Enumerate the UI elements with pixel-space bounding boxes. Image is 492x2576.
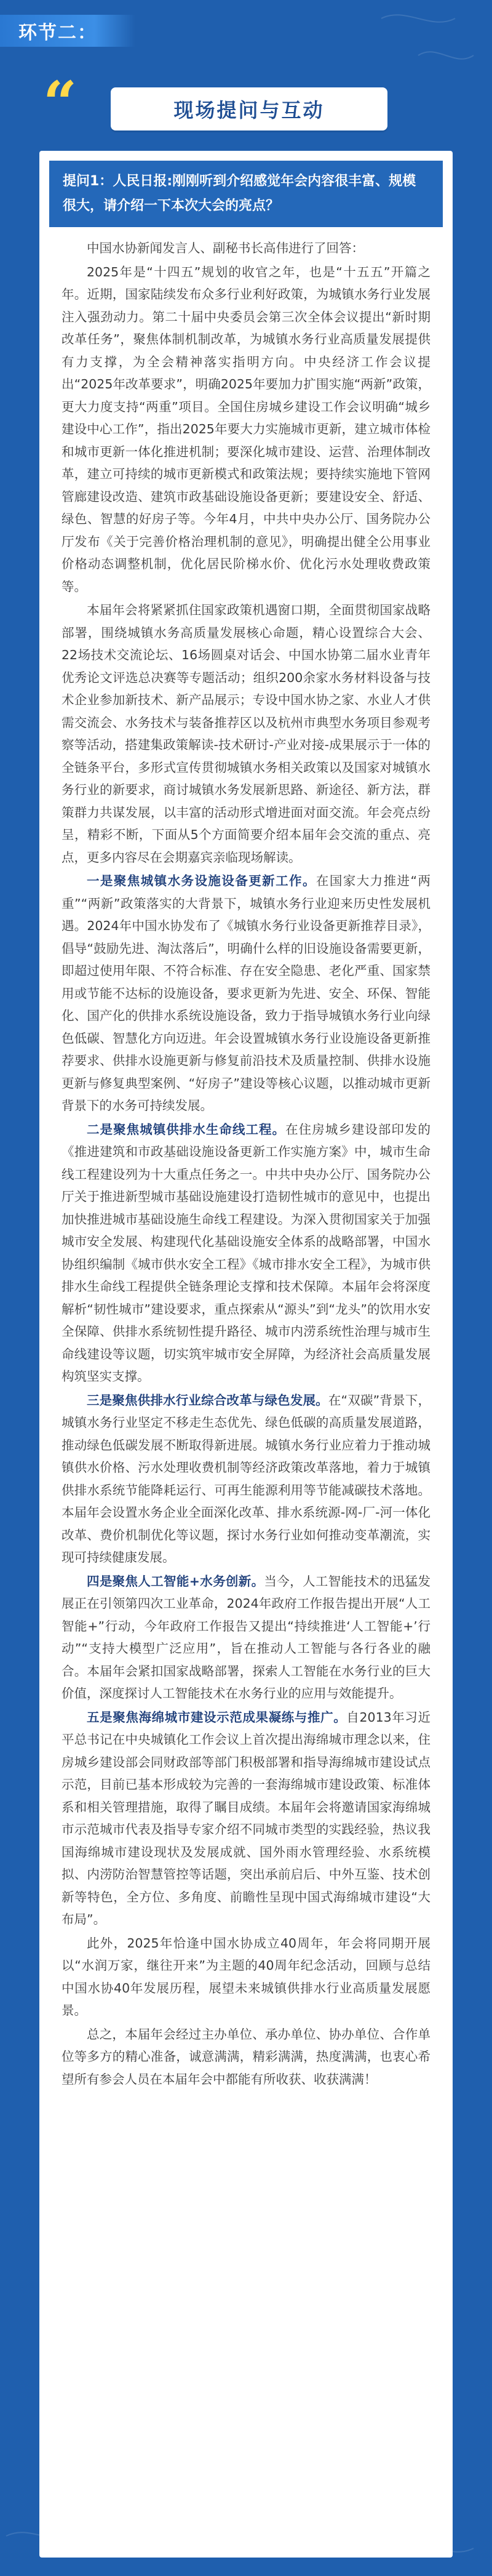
page-title: 现场提问与互动: [173, 98, 325, 122]
answer-paragraph: 2025年是“十四五”规划的收官之年，也是“十五五”开篇之年。近期，国家陆续发布众多行业利好政策，为城镇水务行业发展注入强劲动力。第二十届中央委员会第三次全体会议提出“新时期改革任务”，聚焦体制机制改革，为城镇水务行业高质量发展提供有力支撑，为全会精神落实指明方向。中央经济工作会议提出“2025年改革要求”，明确2025年要加力扩围实施“两新”政策，更大力度支持“两重”项目。全国住房城乡建设工作会议明确“城乡建设中心工作”，指出2025年要大力实施城市更新，建立城市体检和城市更新一体化推进机制；要深化城市建设、运营、治理体制改革，建立可持续的城市更新模式和政策法规；要持续实施地下管网管廊建设改造、建筑市政基础设施设备更新；要建设安全、舒适、绿色、智慧的好房子等。今年4月，中共中央办公厅、国务院办公厅发布《关于完善价格治理机制的意见》，明确提出健全公用事业价格动态调整机制，优化居民阶梯水价、优化污水处理收费政策等。: [62, 264, 430, 594]
answer-intro: 中国水协新闻发言人、副秘书长高伟进行了回答：: [87, 241, 364, 255]
highlight-heading: 一是聚焦城镇水务设施设备更新工作。: [87, 873, 316, 888]
answer-body: [39, 227, 453, 2090]
left-quote-icon: “: [43, 68, 77, 138]
answer-paragraph: [62, 1706, 430, 1931]
highlight-heading: 二是聚焦城镇供排水生命线工程。: [87, 1121, 286, 1137]
answer-paragraph: [62, 870, 430, 1117]
title-block: [43, 68, 467, 138]
question-bar: [49, 161, 443, 227]
answer-text: 在国家大力推进“两重”“两新”政策落实的大背景下，城镇水务行业迎来历史性发展机遇。2024年中国水协发布了《城镇水务行业设备更新推荐目录》，倡导“鼓励先进、淘汰落后”，明确什么样的旧设施设备需要更新，即超过使用年限、不符合标准、存在安全隐患、老化严重、国家禁用或节能不达标的设施设备，要求更新为先进、安全、环保、智能化、国产化的供排水系统设施设备，致力于指导城镇水务行业向绿色低碳、智慧化方向迈进。年会设置城镇水务行业设施设备更新推荐要求、供排水设施更新与修复前沿技术及质量控制、供排水设施更新与修复典型案例、“好房子”建设等核心议题，以推动城市更新背景下的水务可持续发展。: [62, 873, 431, 1113]
title-box: [111, 87, 387, 130]
answer-text: 在住房城乡建设部印发的《推进建筑和市政基础设施设备更新工作实施方案》中，城市生命线工程建设列为十大重点任务之一。中共中央办公厅、国务院办公厅关于推进新型城市基础设施建设打造韧性城市的意见中，也提出加快推进城市基础设施生命线工程建设。为深入贯彻国家关于加强城市安全发展、构建现代化基础设施安全体系的战略部署，中国水协组织编制《城市供水安全工程》《城市排水安全工程》，为城市供排水生命线工程提供全链条理论支撑和技术保障。本届年会将深度解析“韧性城市”建设要求，重点探索从“源头”到“龙头”的饮用水安全保障、供排水系统韧性提升路径、城市内涝系统性治理与城市生命线建设等议题，切实筑牢城市安全屏障，为经济社会高质量发展构筑坚实支撑。: [62, 1121, 431, 1384]
answer-paragraph: [62, 1570, 430, 1705]
answer-paragraph: 本届年会将紧紧抓住国家政策机遇窗口期，全面贯彻国家战略部署，围绕城镇水务高质量发展核心命题，精心设置综合大会、22场技术交流论坛、16场圆桌对话会、中国水协第二届水业青年优秀论文评选总决赛等专题活动；组织200余家水务材料设备与技术企业参加新技术、新产品展示；专设中国水协之家、水业人才供需交流会、水务技术与装备推荐区以及杭州市典型水务项目参观考察等活动，搭建集政策解读-技术研讨-产业对接-成果展示于一体的全链条平台，多形式宣传贯彻城镇水务相关政策以及国家对城镇水务行业的新要求，商讨城镇水务发展新思路、新途径、新方法，群策群力共谋发展，以丰富的活动形式增进面对面交流。年会亮点纷呈，精彩不断，下面从5个方面简要介绍本届年会交流的重点、亮点，更多内容尽在会期嘉宾亲临现场解读。: [62, 603, 430, 865]
highlight-heading: 五是聚焦海绵城市建设示范成果凝练与推广。: [87, 1709, 347, 1725]
answer-paragraph: [62, 1389, 430, 1569]
answer-text: 在“双碳”背景下，城镇水务行业坚定不移走生态优先、绿色低碳的高质量发展道路，推动绿色低碳发展不断取得新进展。城镇水务行业应着力于推动城镇供水价格、污水处理收费机制等经济政策改革落地，着力于城镇供排水系统节能降耗运行、可再生能源利用等节能减碳技术落地。本届年会设置水务企业全面深化改革、排水系统源-网-厂-河一体化改革、费价机制优化等议题，探讨水务行业如何推动变革潮流，实现可持续健康发展。: [62, 1392, 430, 1565]
highlight-heading: 三是聚焦供排水行业综合改革与绿色发展。: [87, 1392, 328, 1408]
content-card: [39, 151, 453, 2558]
section-tag: [0, 15, 135, 47]
answer-text: 当今，人工智能技术的迅猛发展正在引领第四次工业革命，2024年政府工作报告提出开展“人工智能+”行动，今年政府工作报告又提出“持续推进‘人工智能+’行动”“支持大模型广泛应用”，旨在推动人工智能与各行各业的融合。本届年会紧扣国家战略部署，探索人工智能在水务行业的巨大价值，深度探讨人工智能技术在水务行业的应用与效能提升。: [62, 1573, 430, 1701]
section-tag-label: 环节二：: [18, 22, 97, 44]
answer-paragraph: [62, 1118, 430, 1388]
question-label: 提问1：: [63, 174, 113, 189]
highlight-heading: 四是聚焦人工智能+水务创新。: [87, 1573, 264, 1589]
question-text: 人民日报:刚刚听到介绍感觉年会内容很丰富、规模很大，请介绍一下本次大会的亮点？: [63, 174, 416, 214]
answer-paragraph: 总之，本届年会经过主办单位、承办单位、协办单位、合作单位等多方的精心准备，诚意满满，精彩满满，热度满满，也衷心希望所有参会人员在本届年会中都能有所收获、收获满满！: [62, 2026, 430, 2087]
answer-paragraph: 此外，2025年恰逢中国水协成立40周年，年会将同期开展以“水润万家，继往开来”为主题的40周年纪念活动，回顾与总结中国水协40年发展历程，展望未来城镇供排水行业高质量发展愿景。: [62, 1935, 430, 2018]
answer-text: 自2013年习近平总书记在中央城镇化工作会议上首次提出海绵城市理念以来，住房城乡建设部会同财政部等部门积极部署和指导海绵城市建设试点示范，目前已基本形成较为完善的一套海绵城市建设政策、标准体系和相关管理措施，取得了瞩目成绩。本届年会将邀请国家海绵城市示范城市代表及指导专家介绍不同城市类型的实践经验，热议我国海绵城市建设现状及发展成就、国外雨水管理经验、水系统模拟、内涝防治智慧管控等话题，突出承前启后、中外互鉴、技术创新等特色，全方位、多角度、前瞻性呈现中国式海绵城市建设“大布局”。: [62, 1709, 431, 1927]
